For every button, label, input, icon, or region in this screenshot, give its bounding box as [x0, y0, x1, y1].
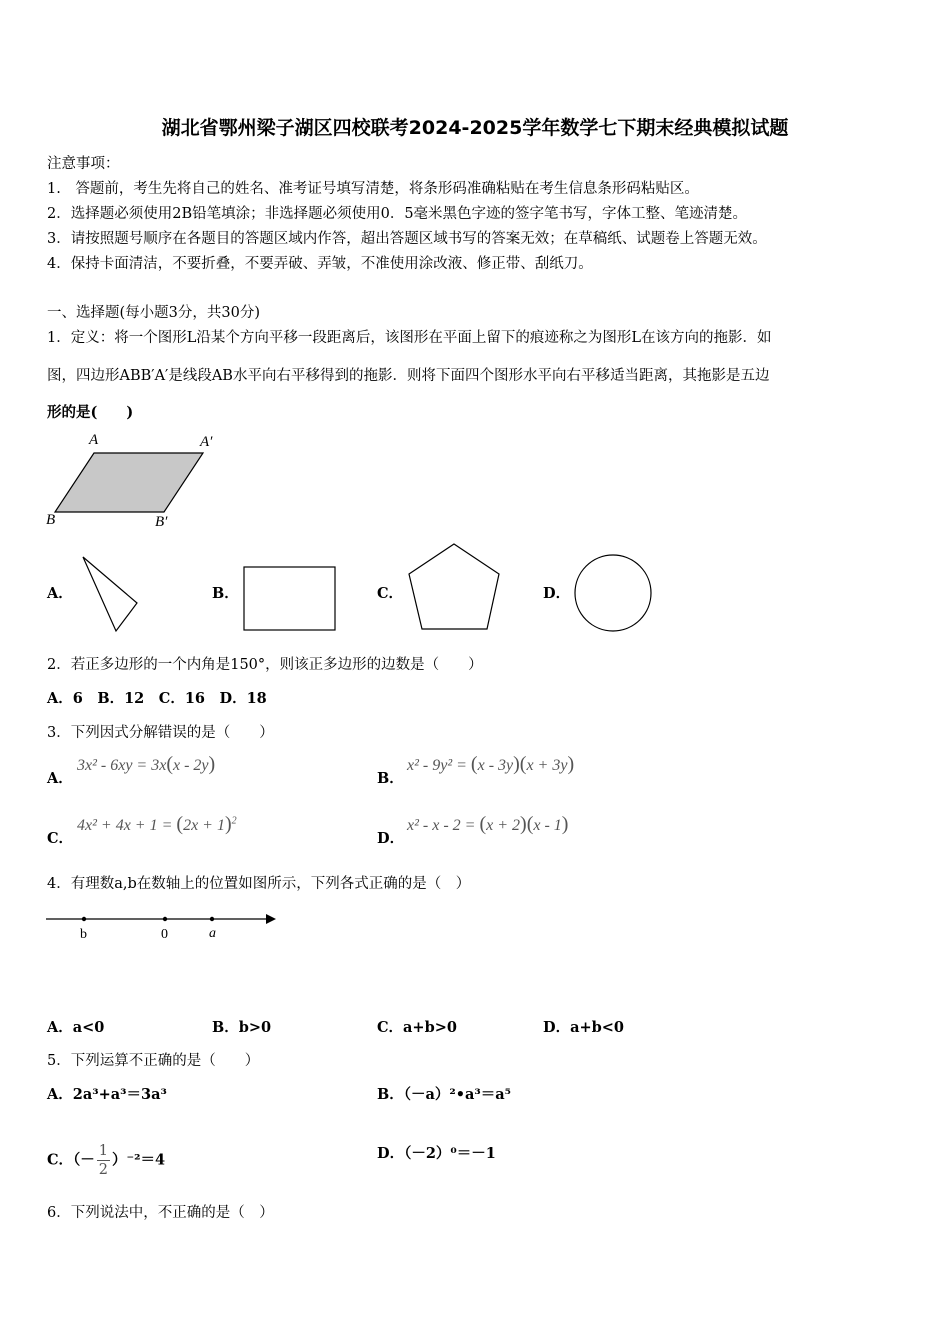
q1-option-b-label[interactable]: B．	[212, 585, 239, 602]
point-0	[163, 917, 167, 921]
q3-option-c-formula[interactable]: $4x^2 + 4x + 1 = (2x + 1)^2$	[77, 813, 237, 835]
page-title: 湖北省鄂州梁子湖区四校联考2024-2025学年数学七下期末经典模拟试题	[161, 117, 789, 139]
q3-option-a-label[interactable]: A．	[47, 770, 73, 787]
q1-option-c-label[interactable]: C．	[377, 585, 404, 602]
q4-option-b[interactable]: B．b>0	[212, 1019, 272, 1036]
q2-stem: 2．若正多边形的一个内角是150°，则该正多边形的边数是（ ）	[47, 657, 483, 673]
q1-stem-line1: 1．定义：将一个图形L沿某个方向平移一段距离后，该图形在平面上留下的痕迹称之为图形L在该方向的拖影．如	[47, 330, 772, 346]
q5-stem: 5．下列运算不正确的是（ ）	[47, 1053, 260, 1069]
q4-option-a[interactable]: A．a<0	[47, 1019, 105, 1036]
q1-option-a-triangle[interactable]	[80, 555, 140, 635]
q5-option-a[interactable]: A．2a³+a³＝3a³	[47, 1086, 167, 1103]
q1-option-d-label[interactable]: D．	[543, 585, 571, 602]
label-0: 0	[161, 927, 168, 942]
notice-item: 4．保持卡面清洁，不要折叠，不要弄破、弄皱，不准使用涂改液、修正带、刮纸刀。	[47, 256, 593, 272]
notice-item: 1. 答题前，考生先将自己的姓名、准考证号填写清楚，将条形码准确粘贴在考生信息条形码粘贴区。	[47, 181, 699, 197]
section-heading: 一、选择题(每小题3分，共30分)	[47, 305, 260, 321]
q1-option-c-pentagon[interactable]	[405, 541, 503, 633]
notice-item: 3．请按照题号顺序在各题目的答题区域内作答，超出答题区域书写的答案无效；在草稿纸、试题卷上答题无效。	[47, 231, 767, 247]
q2-options[interactable]: A．6 B．12 C．16 D．18	[47, 690, 267, 707]
label-b: b	[80, 927, 87, 942]
label-B: B	[46, 512, 56, 528]
q4-option-c[interactable]: C．a+b>0	[377, 1019, 457, 1036]
q5-c-prefix: C．（－	[47, 1151, 95, 1169]
q1-option-b-rectangle[interactable]	[242, 565, 338, 633]
q5-c-suffix: ）⁻²＝4	[112, 1151, 166, 1169]
q3-option-d-formula[interactable]: x² - x - 2 = (x + 2)(x - 1)	[407, 813, 569, 835]
q1-parallelogram-figure	[40, 428, 230, 534]
q1-option-a-label[interactable]: A．	[47, 585, 73, 602]
q5-c-fraction: $\frac{1}{2}$	[98, 1143, 109, 1178]
q3-option-a-formula[interactable]: 3x² - 6xy = 3x(x - 2y)	[77, 753, 216, 775]
q4-stem: 4．有理数a,b在数轴上的位置如图所示，下列各式正确的是（ ）	[47, 876, 471, 892]
q3-option-c-label[interactable]: C．	[47, 830, 74, 847]
q3-stem: 3．下列因式分解错误的是（ ）	[47, 725, 274, 741]
notice-heading: 注意事项：	[47, 156, 120, 172]
q4-number-line	[44, 908, 284, 944]
q5-option-d[interactable]: D．（－2）⁰＝－1	[377, 1145, 496, 1162]
q5-option-b[interactable]: B．（－a）²•a³＝a⁵	[377, 1086, 512, 1103]
q3-option-b-formula[interactable]: x² - 9y² = (x - 3y)(x + 3y)	[407, 753, 575, 775]
point-b	[82, 917, 86, 921]
q3-option-d-label[interactable]: D．	[377, 830, 405, 847]
q1-stem-line2: 图，四边形ABB′A′是线段AB水平向右平移得到的拖影．则将下面四个图形水平向右平移适当距离，其拖影是五边	[47, 368, 770, 384]
q6-stem: 6．下列说法中，不正确的是（ ）	[47, 1205, 274, 1221]
parallelogram-shape	[55, 453, 203, 512]
q3-option-b-label[interactable]: B．	[377, 770, 404, 787]
q1-option-d-circle[interactable]	[572, 552, 654, 634]
label-a: a	[209, 926, 216, 941]
point-a	[210, 917, 214, 921]
q4-option-d[interactable]: D．a+b<0	[543, 1019, 624, 1036]
notice-item: 2．选择题必须使用2B铅笔填涂；非选择题必须使用0．5毫米黑色字迹的签字笔书写，字体工整、笔迹清楚。	[47, 206, 748, 222]
label-B-prime: B′	[155, 514, 168, 530]
axis-arrow	[266, 914, 276, 924]
label-A-prime: A′	[200, 434, 213, 450]
q1-stem-line3: 形的是( )	[47, 404, 134, 421]
q5-option-c[interactable]	[47, 1142, 165, 1179]
label-A: A	[89, 432, 99, 448]
